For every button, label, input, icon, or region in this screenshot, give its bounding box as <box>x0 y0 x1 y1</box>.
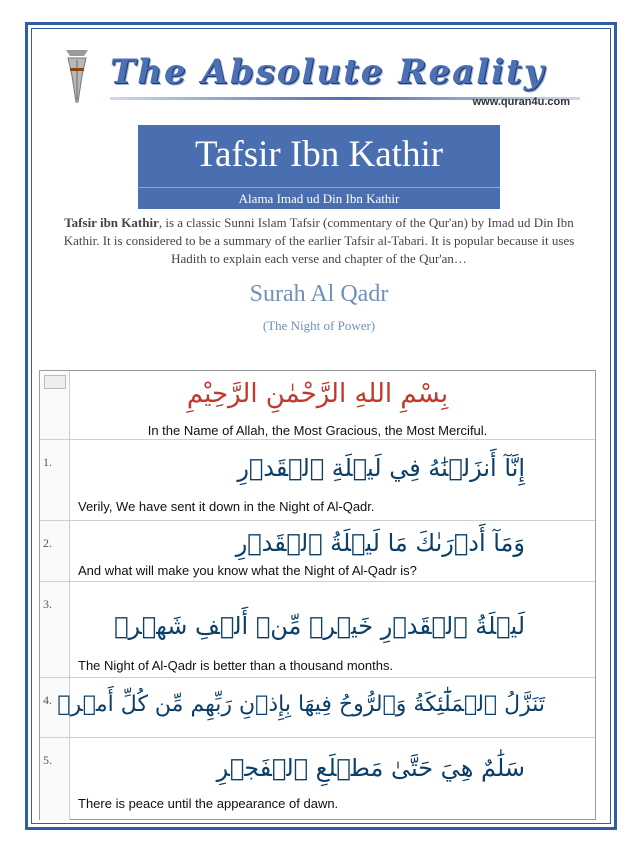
author-line: Alama Imad ud Din Ibn Kathir <box>238 191 400 206</box>
verse-row <box>40 582 595 678</box>
intro-bold: Tafsir ibn Kathir <box>64 215 159 230</box>
verse-number: 1. <box>43 455 52 469</box>
brand-wordmark: The Absolute Reality <box>110 52 546 92</box>
number-cell <box>40 521 70 581</box>
quill-logo-icon <box>60 46 94 108</box>
bismillah-row <box>40 371 595 440</box>
verse-english: And what will make you know what the Night of Al-Qadr is? <box>78 563 417 578</box>
verse-number: 4. <box>43 693 52 707</box>
site-url: www.quran4u.com <box>472 96 570 108</box>
verse-arabic: إِنَّآ أَنزَلۡنَٰهُ فِي لَيۡلَةِ ٱلۡقَدۡرِ <box>237 454 525 482</box>
verse-arabic: وَمَآ أَدۡرَىٰكَ مَا لَيۡلَةُ ٱلۡقَدۡرِ <box>235 529 525 557</box>
verse-arabic: لَيۡلَةُ ٱلۡقَدۡرِ خَيۡرٞ مِّنۡ أَلۡفِ شَهۡرٖ <box>114 612 525 640</box>
verse-number: 3. <box>43 597 52 611</box>
verse-number: 2. <box>43 536 52 550</box>
surah-subtitle: (The Night of Power) <box>262 318 376 333</box>
verse-number: 5. <box>43 753 52 767</box>
verse-row <box>40 440 595 521</box>
intro-paragraph <box>55 214 583 268</box>
intro-text: , is a classic Sunni Islam Tafsir (commentary of the Qur'an) by Imad ud Din Ibn Kathir. It is considered to be a summary of the earlier Tafsir al-Tabari. It is popular because it uses Hadith to explain each verse and chapter of the Qur'an… <box>63 215 575 266</box>
verse-row <box>40 738 595 820</box>
title-box <box>138 125 500 209</box>
verse-english: Verily, We have sent it down in the Night of Al-Qadr. <box>78 499 375 514</box>
bismillah-arabic: بِسْمِ اللهِ الرَّحْمٰنِ الرَّحِيْمِ <box>186 379 449 409</box>
verse-arabic: تَنَزَّلُ ٱلۡمَلَٰٓئِكَةُ وَٱلرُّوحُ فِيهَا بِإِذۡنِ رَبِّهِم مِّن كُلِّ أَمۡرٖ <box>57 692 545 717</box>
page-title: Tafsir Ibn Kathir <box>194 134 444 175</box>
title-divider <box>138 187 500 188</box>
bismillah-english: In the Name of Allah, the Most Gracious, the Most Merciful. <box>147 423 488 438</box>
verse-english: The Night of Al-Qadr is better than a thousand months. <box>78 658 394 673</box>
number-cell <box>40 440 70 520</box>
verse-row <box>40 678 595 738</box>
verse-row <box>40 521 595 582</box>
number-cell <box>40 582 70 677</box>
verse-english: There is peace until the appearance of dawn. <box>78 796 339 811</box>
surah-title: Surah Al Qadr <box>249 281 389 307</box>
number-cell <box>40 738 70 820</box>
site-banner <box>58 44 578 112</box>
verses-table <box>39 370 596 820</box>
verse-arabic: سَلَٰمٌ هِيَ حَتَّىٰ مَطۡلَعِ ٱلۡفَجۡرِ <box>216 754 525 782</box>
